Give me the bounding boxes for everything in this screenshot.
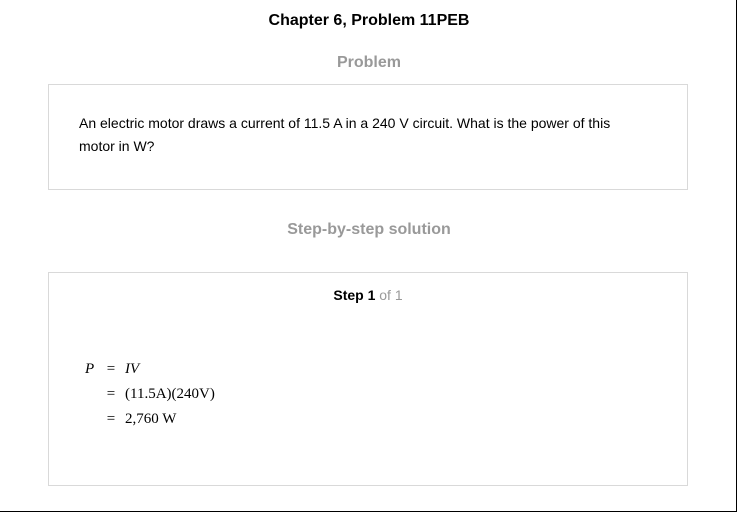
equals-sign: = [106, 386, 116, 402]
equation-row [85, 407, 215, 432]
problem-text: An electric motor draws a current of 11.5 A in a 240 V circuit. What is the power of this motor in W? [79, 115, 611, 154]
equation-row [85, 382, 215, 407]
solution-equations [85, 357, 215, 432]
solution-box [48, 272, 688, 486]
problem-box [48, 84, 688, 190]
equation-rhs: IV [125, 361, 140, 377]
step-number: Step 1 [333, 287, 376, 303]
equation-row [85, 357, 215, 382]
equals-sign: = [106, 411, 116, 427]
equation-lhs: P [85, 361, 95, 377]
equals-sign: = [106, 361, 116, 377]
problem-heading: Problem [336, 54, 401, 71]
chapter-title: Chapter 6, Problem 11PEB [268, 12, 470, 29]
step-total: of 1 [375, 287, 403, 303]
solution-heading: Step-by-step solution [287, 221, 451, 238]
equation-rhs: 2,760 W [125, 411, 177, 427]
equation-rhs: (11.5A)(240V) [125, 386, 215, 402]
step-label [49, 287, 687, 303]
